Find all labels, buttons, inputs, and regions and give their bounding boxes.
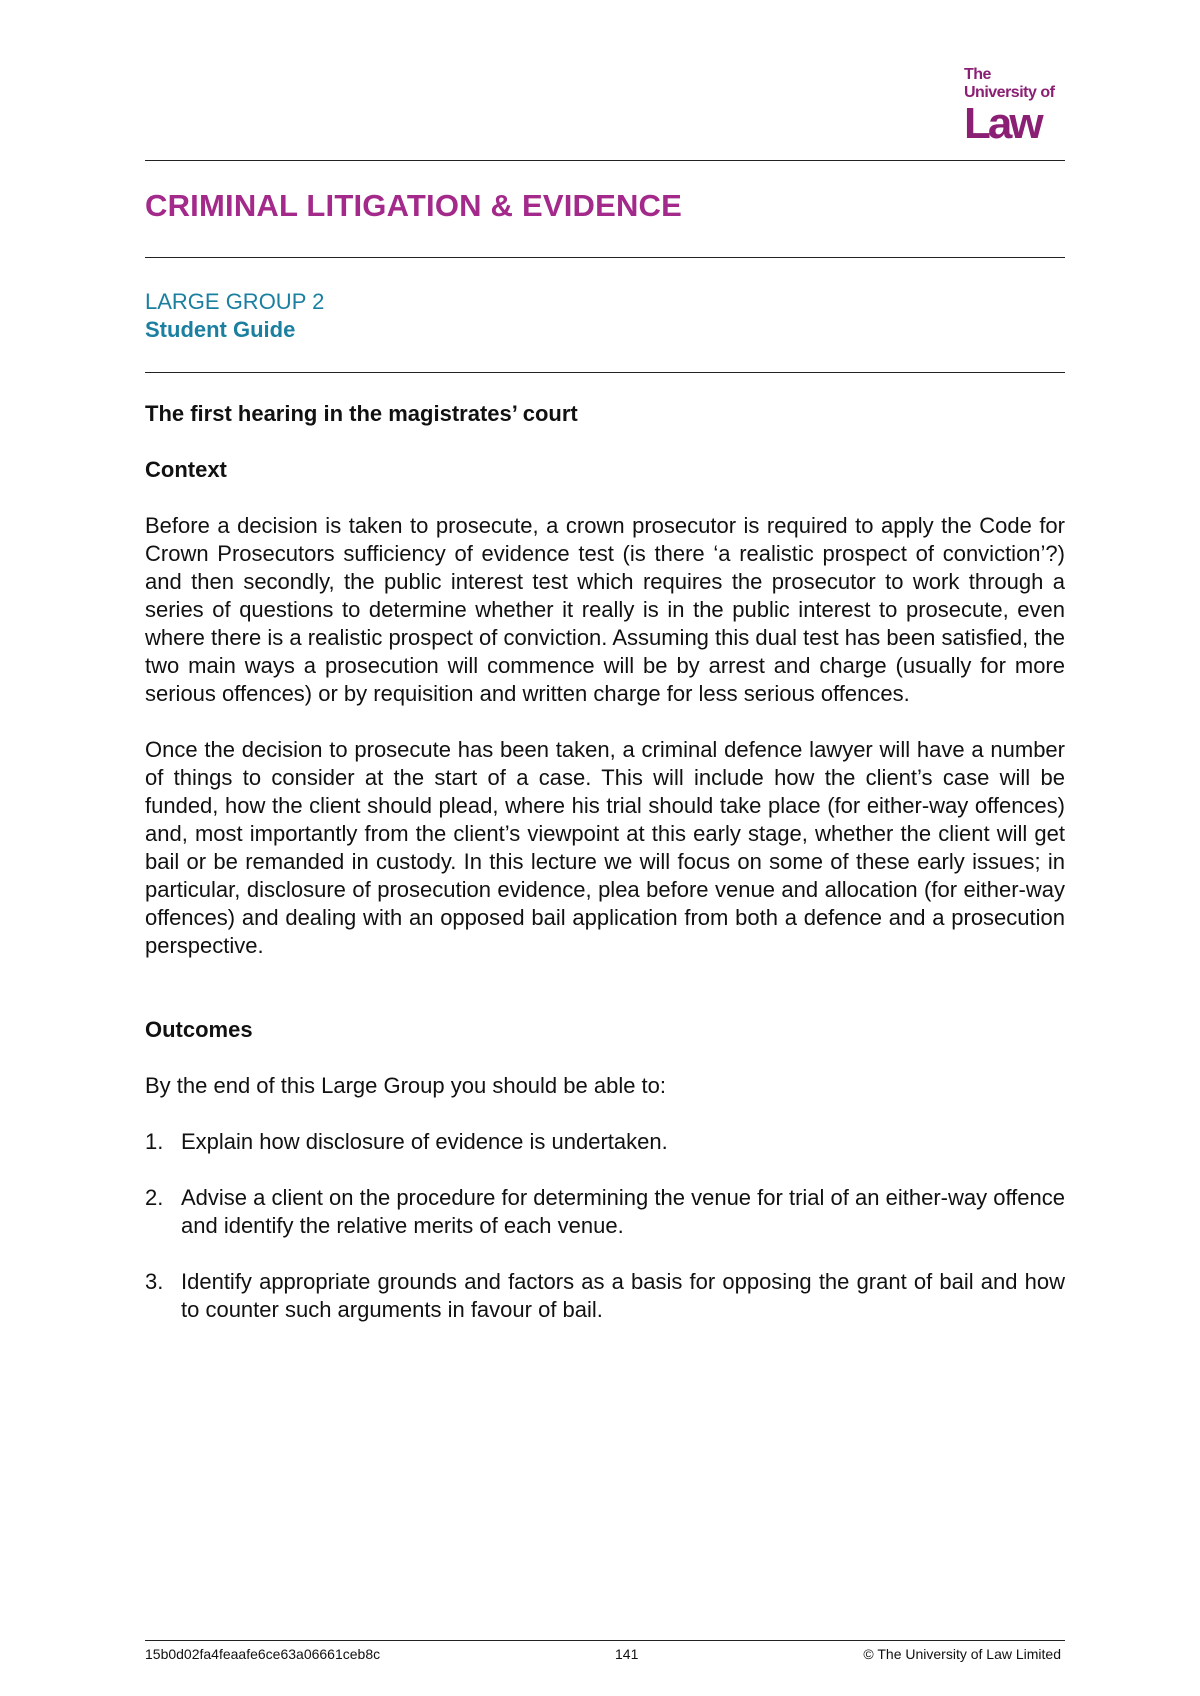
outcomes-heading: Outcomes — [145, 1017, 253, 1042]
footer-divider — [145, 1640, 1065, 1641]
divider-top — [145, 160, 1065, 161]
list-item-number: 1. — [145, 1129, 164, 1154]
divider-under-group — [145, 372, 1065, 373]
footer-page-number: 141 — [615, 1646, 639, 1662]
list-item-number: 3. — [145, 1269, 164, 1294]
divider-under-title — [145, 257, 1065, 258]
main-content — [145, 400, 1065, 1352]
context-heading: Context — [145, 457, 227, 482]
section-heading: The first hearing in the magistrates’ court — [145, 401, 578, 426]
list-item-text: Explain how disclosure of evidence is undertaken. — [181, 1129, 668, 1154]
large-group-block — [145, 288, 324, 344]
outcomes-list — [145, 1128, 1065, 1324]
list-item-text: Identify appropriate grounds and factors as a basis for opposing the grant of bail and how to counter such arguments in favour of bail. — [181, 1269, 1065, 1322]
outcomes-intro: By the end of this Large Group you should be able to: — [145, 1073, 667, 1098]
logo-line-the: The — [964, 66, 991, 83]
large-group-label: LARGE GROUP 2 — [145, 289, 325, 314]
university-logo — [964, 66, 1064, 148]
context-paragraph-1: Before a decision is taken to prosecute, a crown prosecutor is required to apply the Code for Crown Prosecutors sufficiency of evidence test (is there ‘a realistic prospect of conviction’?) and then secondly, the public interest test which requires the prosecutor to work through a series of questions to determine whether it really is in the public interest to prosecute, even where there is a realistic prospect of conviction. Assuming this dual test has been satisfied, the two main ways a prosecution will commence will be by arrest and charge (usually for more serious offences) or by requisition and written charge for less serious offences. — [145, 513, 1065, 706]
page-title: CRIMINAL LITIGATION & EVIDENCE — [145, 188, 683, 223]
list-item — [145, 1128, 1065, 1156]
list-item — [145, 1184, 1065, 1240]
footer-copyright: © The University of Law Limited — [863, 1646, 1061, 1662]
list-item-number: 2. — [145, 1185, 164, 1210]
student-guide-label: Student Guide — [145, 317, 296, 342]
list-item-text: Advise a client on the procedure for determining the venue for trial of an either-way offence and identify the relative merits of each venue. — [181, 1185, 1065, 1238]
list-item — [145, 1268, 1065, 1324]
footer-doc-id: 15b0d02fa4feaafe6ce63a06661ceb8c — [145, 1646, 381, 1662]
logo-line-law: Law — [964, 99, 1041, 148]
context-paragraph-2: Once the decision to prosecute has been taken, a criminal defence lawyer will have a number of things to consider at the start of a case. This will include how the client’s case will be funded, how the client should plead, where his trial should take place (for either-way offences) and, most importantly from the client’s viewpoint at this early stage, whether the client will get bail or be remanded in custody. In this lecture we will focus on some of these early issues; in particular, disclosure of prosecution evidence, plea before venue and allocation (for either-way offences) and dealing with an opposed bail application from both a defence and a prosecution perspective. — [145, 737, 1065, 958]
logo-line-university: University of — [964, 84, 1055, 101]
